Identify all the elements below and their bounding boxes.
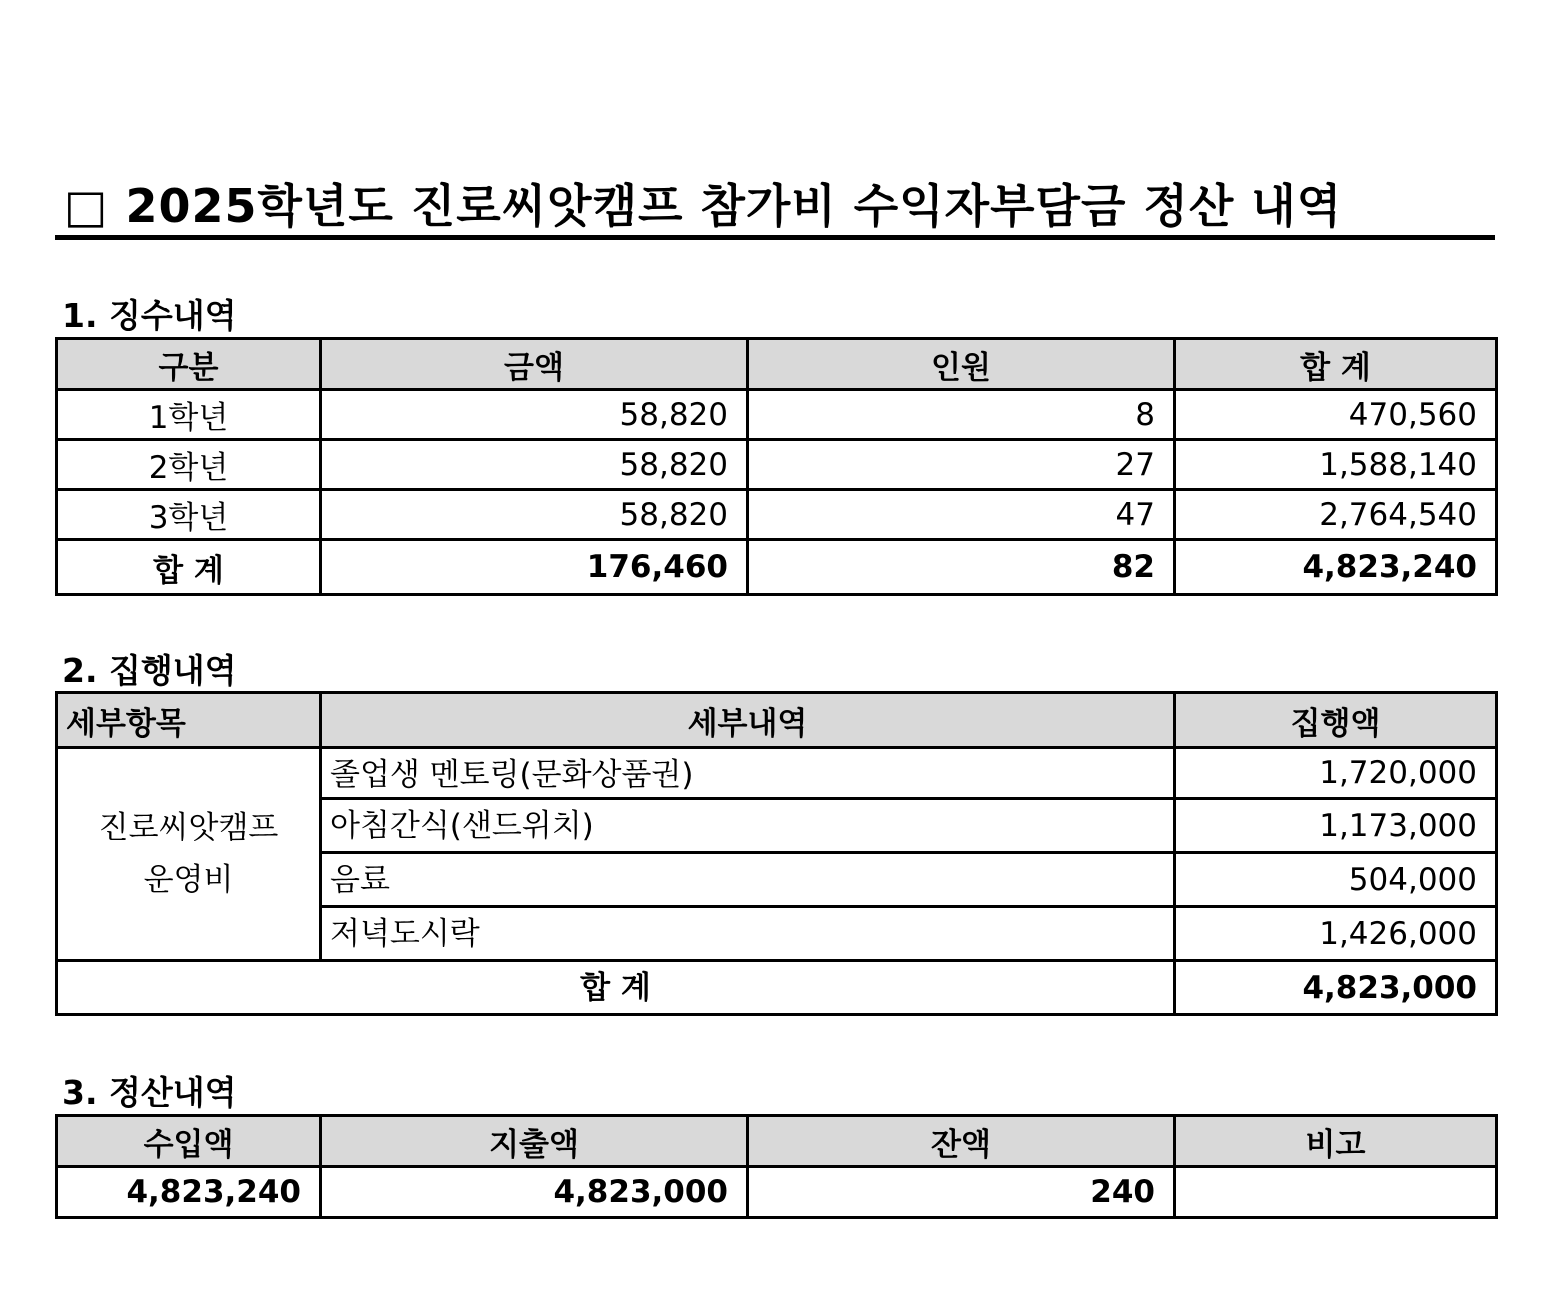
sum-amount: 176,460 — [321, 540, 748, 595]
row-amount: 58,820 — [321, 440, 748, 490]
header-income: 수입액 — [57, 1116, 321, 1167]
row-count: 8 — [748, 390, 1175, 440]
row-label: 2학년 — [57, 440, 321, 490]
header-expense: 지출액 — [321, 1116, 748, 1167]
header-detail: 세부내역 — [321, 693, 1175, 748]
row-total: 470,560 — [1175, 390, 1497, 440]
header-total: 합 계 — [1175, 339, 1497, 390]
settlement-table — [55, 1114, 1498, 1219]
header-amount: 금액 — [321, 339, 748, 390]
row-detail: 졸업생 멘토링(문화상품권) — [321, 748, 1175, 799]
header-item: 세부항목 — [57, 693, 321, 748]
row-count: 27 — [748, 440, 1175, 490]
sum-count: 82 — [748, 540, 1175, 595]
sum-amount: 4,823,000 — [1175, 961, 1497, 1015]
sum-total: 4,823,240 — [1175, 540, 1497, 595]
header-balance: 잔액 — [748, 1116, 1175, 1167]
row-total: 2,764,540 — [1175, 490, 1497, 540]
section-2-heading: 2. 집행내역 — [62, 651, 237, 690]
row-count: 47 — [748, 490, 1175, 540]
sum-row — [57, 961, 1497, 1015]
expenditure-table — [55, 691, 1498, 1016]
table-row — [57, 440, 1497, 490]
header-note: 비고 — [1175, 1116, 1497, 1167]
header-category: 구분 — [57, 339, 321, 390]
row-amount: 1,173,000 — [1175, 799, 1497, 853]
row-amount: 1,426,000 — [1175, 907, 1497, 961]
row-amount: 504,000 — [1175, 853, 1497, 907]
table-row — [57, 748, 1497, 799]
collection-table — [55, 337, 1498, 596]
table-row — [57, 1167, 1497, 1218]
row-amount: 1,720,000 — [1175, 748, 1497, 799]
category-line-1: 진로씨앗캠프 — [98, 810, 279, 846]
header-executed-amount: 집행액 — [1175, 693, 1497, 748]
row-detail: 아침간식(샌드위치) — [321, 799, 1175, 853]
category-line-2: 운영비 — [143, 862, 234, 898]
category-cell — [57, 748, 321, 961]
row-amount: 58,820 — [321, 490, 748, 540]
sum-label: 합 계 — [57, 961, 1175, 1015]
table-row — [57, 490, 1497, 540]
table-header-row — [57, 339, 1497, 390]
table-row — [57, 390, 1497, 440]
sum-label: 합 계 — [57, 540, 321, 595]
row-amount: 58,820 — [321, 390, 748, 440]
row-label: 3학년 — [57, 490, 321, 540]
title-underline — [55, 235, 1495, 240]
section-3-heading: 3. 정산내역 — [62, 1073, 237, 1112]
table-header-row — [57, 1116, 1497, 1167]
row-total: 1,588,140 — [1175, 440, 1497, 490]
row-label: 1학년 — [57, 390, 321, 440]
sum-row — [57, 540, 1497, 595]
expense-value: 4,823,000 — [321, 1167, 748, 1218]
table-header-row — [57, 693, 1497, 748]
row-detail: 저녁도시락 — [321, 907, 1175, 961]
note-value — [1175, 1167, 1497, 1218]
balance-value: 240 — [748, 1167, 1175, 1218]
section-1-heading: 1. 징수내역 — [62, 296, 237, 335]
income-value: 4,823,240 — [57, 1167, 321, 1218]
document-title: □ 2025학년도 진로씨앗캠프 참가비 수익자부담금 정산 내역 — [64, 179, 1343, 233]
header-count: 인원 — [748, 339, 1175, 390]
row-detail: 음료 — [321, 853, 1175, 907]
